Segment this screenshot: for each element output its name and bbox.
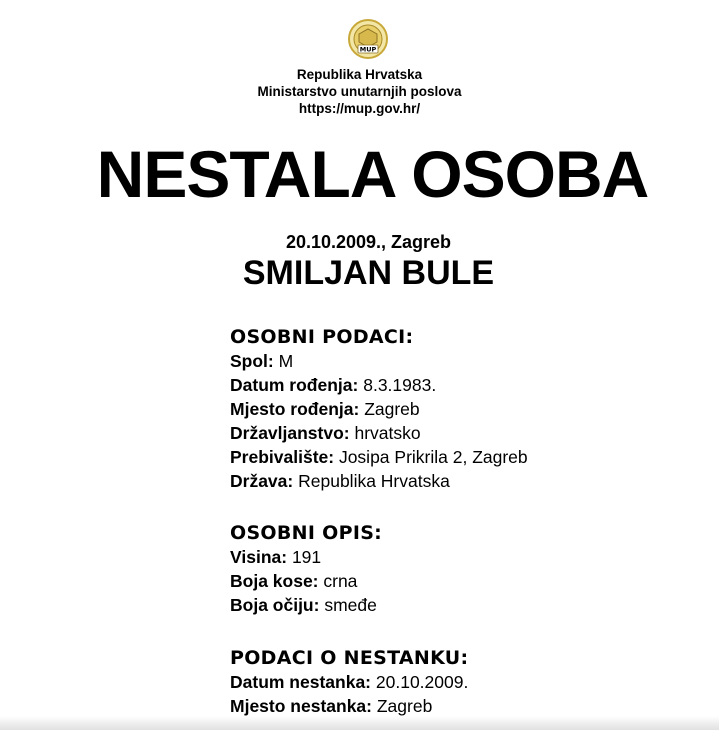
field-prebivaliste [230,445,528,469]
date-place: 20.10.2009., Zagreb [285,232,452,252]
header-country: Republika Hrvatska [296,67,423,82]
field-value: Republika Hrvatska [298,471,450,491]
field-value: M [278,351,294,371]
field-label: Mjesto nestanka: [230,696,372,716]
field-label: Datum nestanka: [230,672,372,692]
field-label: Datum rođenja: [230,375,359,395]
field-value: smeđe [324,595,377,615]
header-ministry: Ministarstvo unutarnjih poslova [257,84,462,99]
field-label: Državljanstvo: [230,423,350,443]
field-datum-nestanka [230,670,468,694]
page-bottom-shadow [0,716,719,730]
field-drzavljanstvo [230,421,421,445]
field-value: crna [323,571,358,591]
field-datum-rodenja [230,373,436,397]
section-title-osobni-podaci: OSOBNI PODACI: [230,326,414,348]
field-drzava [230,469,450,493]
header [0,66,719,117]
field-value: 8.3.1983. [363,375,437,395]
field-mjesto-rodenja [230,397,420,421]
field-label: Prebivalište: [230,447,335,467]
header-url: https://mup.gov.hr/ [298,101,421,116]
field-label: Mjesto rođenja: [230,399,360,419]
field-label: Boja očiju: [230,595,320,615]
field-label: Država: [230,471,294,491]
logo-text: MUP [359,45,377,54]
field-spol [230,349,293,373]
field-value: 191 [291,547,322,567]
field-boja-ociju [230,593,377,617]
section-title-osobni-opis: OSOBNI OPIS: [230,522,383,544]
field-visina [230,545,321,569]
page-title: NESTALA OSOBA [96,137,649,211]
field-boja-kose [230,569,357,593]
field-label: Boja kose: [230,571,319,591]
field-value: 20.10.2009. [375,672,469,692]
mup-logo [346,18,390,60]
field-label: Visina: [230,547,288,567]
field-value: Zagreb [376,696,433,716]
field-label: Spol: [230,351,274,371]
section-title-podaci-o-nestanku: PODACI O NESTANKU: [230,647,469,669]
field-value: hrvatsko [354,423,421,443]
field-value: Zagreb [364,399,420,419]
field-mjesto-nestanka [230,694,432,718]
person-name: SMILJAN BULE [242,254,495,292]
field-value: Josipa Prikrila 2, Zagreb [338,447,528,467]
